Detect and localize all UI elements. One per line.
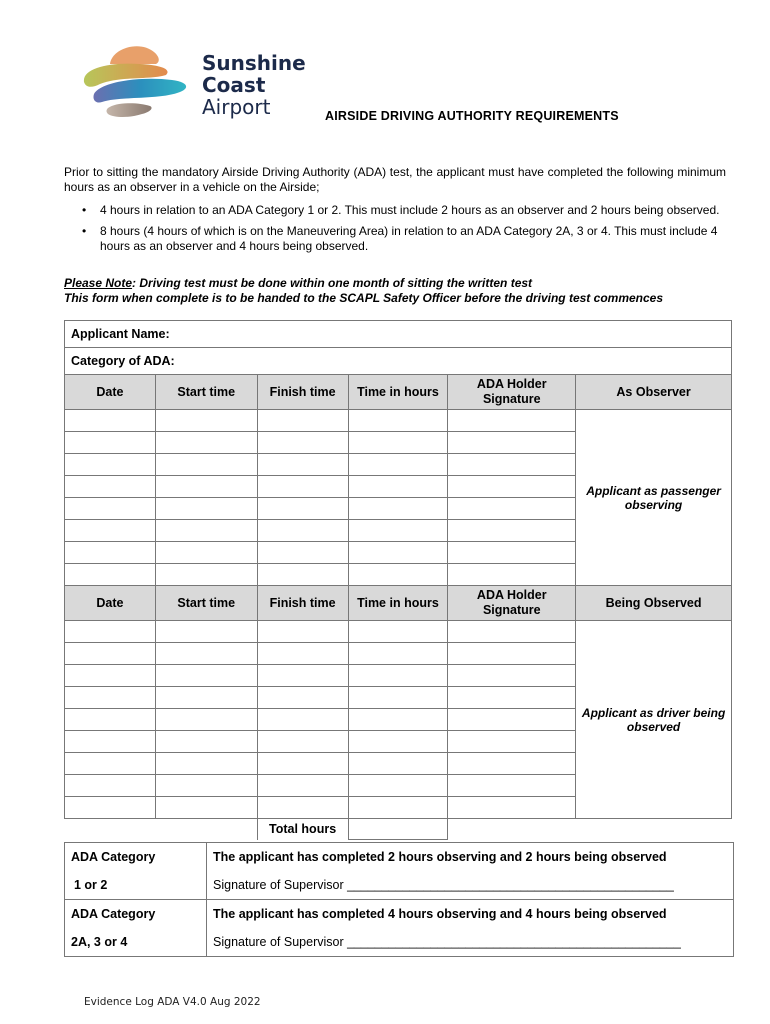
signature-cell[interactable] — [448, 775, 576, 797]
requirement-text: 8 hours (4 hours of which is on the Maneuvering Area) in relation to an ADA Category 2A, 3 or 4. This must include 4 hours as an observer and 4 hours being observed. — [100, 224, 718, 253]
date-cell[interactable] — [65, 564, 156, 586]
column-header-start-time: Start time — [155, 375, 257, 410]
hours-cell[interactable] — [348, 621, 448, 643]
requirement-text: 4 hours in relation to an ADA Category 1 or 2. This must include 2 hours as an observer and 2 hours being observed. — [100, 203, 720, 217]
date-cell[interactable] — [65, 665, 156, 687]
note-label: Please Note — [64, 276, 133, 290]
signature-cell[interactable] — [448, 797, 576, 819]
finish-time-cell[interactable] — [257, 731, 348, 753]
observed-note: Applicant as driver being observed — [576, 621, 732, 819]
column-header-finish-time: Finish time — [257, 375, 348, 410]
start-time-cell[interactable] — [155, 753, 257, 775]
table-row — [65, 621, 732, 643]
signature-cell[interactable] — [448, 542, 576, 564]
list-item — [80, 224, 726, 254]
bullet-icon: • — [82, 224, 87, 238]
start-time-cell[interactable] — [155, 498, 257, 520]
column-header-being-observed: Being Observed — [576, 586, 732, 621]
date-cell[interactable] — [65, 498, 156, 520]
finish-time-cell[interactable] — [257, 410, 348, 432]
signature-cell[interactable] — [448, 731, 576, 753]
table-row — [65, 928, 734, 957]
list-item — [80, 203, 726, 218]
signature-cell[interactable] — [448, 410, 576, 432]
intro-paragraph: Prior to sitting the mandatory Airside Driving Authority (ADA) test, the applicant must have completed the following minimum hours as an observer in a vehicle on the Airside; — [64, 165, 726, 194]
date-cell[interactable] — [65, 432, 156, 454]
date-cell[interactable] — [65, 476, 156, 498]
category-statement: The applicant has completed 2 hours observing and 2 hours being observed — [207, 843, 734, 872]
start-time-cell[interactable] — [155, 709, 257, 731]
start-time-cell[interactable] — [155, 621, 257, 643]
hours-cell[interactable] — [348, 687, 448, 709]
start-time-cell[interactable] — [155, 775, 257, 797]
column-header-as-observer: As Observer — [576, 375, 732, 410]
total-hours-label: Total hours — [257, 819, 348, 840]
finish-time-cell[interactable] — [257, 775, 348, 797]
total-row — [65, 819, 732, 840]
hours-cell[interactable] — [348, 731, 448, 753]
finish-time-cell[interactable] — [257, 520, 348, 542]
category-value: 1 or 2 — [65, 871, 207, 900]
signature-cell[interactable] — [448, 498, 576, 520]
table-row — [65, 410, 732, 432]
hours-cell[interactable] — [348, 775, 448, 797]
logo-line-2: Coast — [202, 73, 266, 97]
column-header-ada-holder-signature: ADA Holder Signature — [448, 375, 576, 410]
start-time-cell[interactable] — [155, 731, 257, 753]
start-time-cell[interactable] — [155, 410, 257, 432]
supervisor-signature-field[interactable]: Signature of Supervisor _______________________________________________ — [207, 871, 734, 900]
category-label: ADA Category — [65, 843, 207, 872]
signature-cell[interactable] — [448, 687, 576, 709]
finish-time-cell[interactable] — [257, 476, 348, 498]
logo-wordmark — [202, 52, 306, 118]
ada-category-field[interactable]: Category of ADA: — [65, 348, 732, 375]
hours-cell[interactable] — [348, 454, 448, 476]
date-cell[interactable] — [65, 454, 156, 476]
start-time-cell[interactable] — [155, 643, 257, 665]
date-cell[interactable] — [65, 709, 156, 731]
date-cell[interactable] — [65, 753, 156, 775]
hours-cell[interactable] — [348, 520, 448, 542]
date-cell[interactable] — [65, 731, 156, 753]
note-line-1: : Driving test must be done within one month of sitting the written test — [132, 276, 533, 290]
logo-line-1: Sunshine — [202, 51, 306, 75]
signature-cell[interactable] — [448, 665, 576, 687]
hours-cell[interactable] — [348, 665, 448, 687]
start-time-cell[interactable] — [155, 432, 257, 454]
hours-cell[interactable] — [348, 432, 448, 454]
category-signoff-table — [64, 842, 734, 957]
finish-time-cell[interactable] — [257, 454, 348, 476]
note-line-2: This form when complete is to be handed to the SCAPL Safety Officer before the driving test commences — [64, 291, 664, 305]
requirements-list — [80, 203, 726, 260]
evidence-log-table — [64, 320, 732, 840]
signature-cell[interactable] — [448, 621, 576, 643]
hours-cell[interactable] — [348, 643, 448, 665]
please-note — [64, 276, 764, 306]
signature-cell[interactable] — [448, 709, 576, 731]
finish-time-cell[interactable] — [257, 643, 348, 665]
signature-cell[interactable] — [448, 643, 576, 665]
table-row — [65, 871, 734, 900]
start-time-cell[interactable] — [155, 564, 257, 586]
finish-time-cell[interactable] — [257, 621, 348, 643]
applicant-name-field[interactable]: Applicant Name: — [65, 321, 732, 348]
finish-time-cell[interactable] — [257, 564, 348, 586]
column-header-ada-holder-signature: ADA Holder Signature — [448, 586, 576, 621]
observer-note: Applicant as passenger observing — [576, 410, 732, 586]
date-cell[interactable] — [65, 687, 156, 709]
page-title: AIRSIDE DRIVING AUTHORITY REQUIREMENTS — [325, 109, 619, 123]
category-label: ADA Category — [65, 900, 207, 929]
category-value: 2A, 3 or 4 — [65, 928, 207, 957]
finish-time-cell[interactable] — [257, 753, 348, 775]
observed-header-row — [65, 586, 732, 621]
hours-cell[interactable] — [348, 709, 448, 731]
start-time-cell[interactable] — [155, 665, 257, 687]
finish-time-cell[interactable] — [257, 687, 348, 709]
column-header-time-in-hours: Time in hours — [348, 586, 448, 621]
date-cell[interactable] — [65, 643, 156, 665]
hours-cell[interactable] — [348, 476, 448, 498]
column-header-date: Date — [65, 375, 156, 410]
signature-cell[interactable] — [448, 564, 576, 586]
page-footer: Evidence Log ADA V4.0 Aug 2022 — [84, 996, 261, 1008]
hours-cell[interactable] — [348, 410, 448, 432]
column-header-finish-time: Finish time — [257, 586, 348, 621]
airport-logo-icon — [80, 42, 192, 122]
observer-header-row — [65, 375, 732, 410]
signature-cell[interactable] — [448, 520, 576, 542]
table-row — [65, 843, 734, 872]
date-cell[interactable] — [65, 520, 156, 542]
date-cell[interactable] — [65, 621, 156, 643]
date-cell[interactable] — [65, 775, 156, 797]
start-time-cell[interactable] — [155, 520, 257, 542]
hours-cell[interactable] — [348, 542, 448, 564]
column-header-start-time: Start time — [155, 586, 257, 621]
signature-cell[interactable] — [448, 753, 576, 775]
start-time-cell[interactable] — [155, 797, 257, 819]
finish-time-cell[interactable] — [257, 542, 348, 564]
hours-cell[interactable] — [348, 498, 448, 520]
total-hours-cell[interactable] — [348, 819, 448, 840]
start-time-cell[interactable] — [155, 542, 257, 564]
start-time-cell[interactable] — [155, 476, 257, 498]
finish-time-cell[interactable] — [257, 709, 348, 731]
logo-line-3: Airport — [202, 95, 271, 119]
finish-time-cell[interactable] — [257, 432, 348, 454]
signature-cell[interactable] — [448, 476, 576, 498]
hours-cell[interactable] — [348, 753, 448, 775]
date-cell[interactable] — [65, 797, 156, 819]
start-time-cell[interactable] — [155, 454, 257, 476]
signature-cell[interactable] — [448, 432, 576, 454]
finish-time-cell[interactable] — [257, 665, 348, 687]
column-header-time-in-hours: Time in hours — [348, 375, 448, 410]
date-cell[interactable] — [65, 542, 156, 564]
hours-cell[interactable] — [348, 797, 448, 819]
finish-time-cell[interactable] — [257, 498, 348, 520]
category-statement: The applicant has completed 4 hours observing and 4 hours being observed — [207, 900, 734, 929]
finish-time-cell[interactable] — [257, 797, 348, 819]
signature-cell[interactable] — [448, 454, 576, 476]
date-cell[interactable] — [65, 410, 156, 432]
start-time-cell[interactable] — [155, 687, 257, 709]
table-row — [65, 900, 734, 929]
column-header-date: Date — [65, 586, 156, 621]
supervisor-signature-field[interactable]: Signature of Supervisor ________________________________________________ — [207, 928, 734, 957]
bullet-icon: • — [82, 203, 87, 217]
hours-cell[interactable] — [348, 564, 448, 586]
